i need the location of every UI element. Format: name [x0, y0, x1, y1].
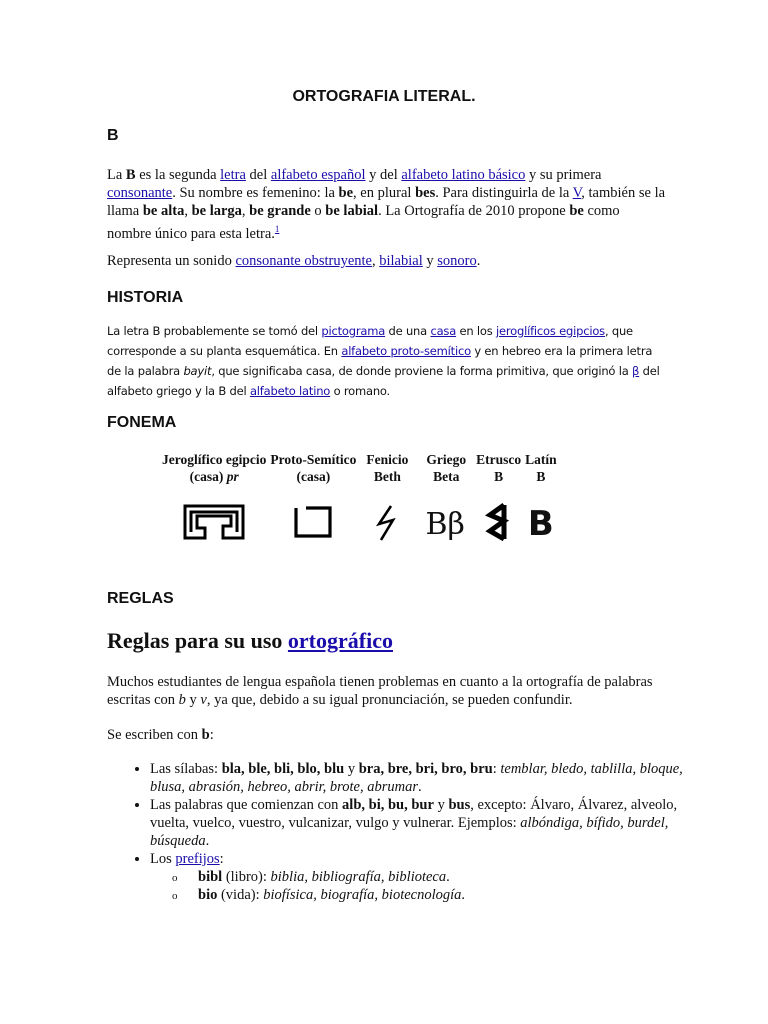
list-item: o bio (vida): biofísica, biografía, biotecnología.	[172, 886, 710, 904]
glyph-cell-etrusco	[474, 485, 523, 563]
historia-heading: HISTORIA	[107, 289, 184, 306]
link-beta[interactable]: β	[632, 364, 640, 378]
footnote-link[interactable]: 1	[274, 224, 280, 234]
glyph-cell-latin: B	[527, 504, 554, 544]
proto-semitic-glyph	[290, 502, 336, 542]
link-alfabeto-latino-basico[interactable]: alfabeto latino básico	[401, 167, 526, 183]
link-ortografico[interactable]: ortográfico	[287, 628, 393, 653]
phoenician-beth-glyph	[373, 502, 401, 542]
col-griego: Griego Beta	[426, 452, 467, 484]
historia-paragraph: La letra B probablemente se tomó del pictograma de una casa en los jeroglíficos egipcios, que corresponde a su planta esquemática. En alfabeto proto-semítico y en hebreo era la primera letra de la palabra bayit, que significaba casa, de donde proviene la forma primitiva, que originó la β del alfabeto griego y la B del alfabeto latino o romano.	[107, 324, 660, 398]
rules-list	[107, 760, 710, 904]
link-casa[interactable]: casa	[430, 324, 457, 338]
page-title: ORTOGRAFIA LITERAL.	[292, 88, 476, 105]
link-jeroglificos-egipcios[interactable]: jeroglíficos egipcios	[496, 324, 605, 338]
glyph-cell-proto-semitico	[268, 485, 358, 563]
glyph-cell-egipcio	[160, 485, 268, 563]
problems-paragraph: Muchos estudiantes de lengua española tienen problemas en cuanto a la ortografía de palabras escritas con b y v, ya que, debido a su igual pronunciación, se pueden confundir.	[107, 674, 653, 708]
list-item: • Los prefijos: o bibl (libro): biblia, bibliografía, biblioteca. o bio (vida): biofísica, biografía, biotecnología.	[150, 850, 710, 904]
link-pictograma[interactable]: pictograma	[321, 324, 386, 338]
link-consonante[interactable]: consonante	[107, 185, 173, 201]
col-etrusco: Etrusco B	[476, 452, 522, 484]
link-consonante-obstruyente[interactable]: consonante obstruyente	[235, 253, 372, 269]
col-latin: Latín B	[525, 452, 557, 484]
fonema-heading: FONEMA	[107, 414, 177, 431]
link-v[interactable]: V	[572, 185, 582, 201]
sound-paragraph: Representa un sonido consonante obstruyente, bilabial y sonoro.	[107, 253, 481, 269]
table-glyph-row	[160, 485, 559, 563]
col-fenicio: Fenicio Beth	[366, 452, 409, 484]
glyph-cell-griego: Ββ	[425, 506, 465, 542]
prefix-sublist	[150, 868, 710, 904]
list-item: • Las palabras que comienzan con alb, bi, bu, bur y bus, excepto: Álvaro, Álvarez, alveolo, vuelta, vuelco, vuestro, vulcanizar, vulgo y vulnerar. Ejemplos: albóndiga, bífido, burdel, búsqueda.	[150, 796, 710, 850]
table-header-row	[160, 451, 559, 485]
link-alfabeto-proto-semitico[interactable]: alfabeto proto-semítico	[341, 344, 471, 358]
reglas-title: Reglas para su uso ortográfico	[107, 628, 393, 653]
glyph-cell-fenicio	[358, 485, 416, 563]
link-prefijos[interactable]: prefijos	[175, 851, 220, 867]
col-egipcio: Jeroglífico egipcio (casa) pr	[162, 452, 267, 484]
reglas-heading: REGLAS	[107, 590, 174, 607]
egyptian-house-glyph	[181, 502, 247, 542]
letter-evolution-table	[160, 451, 559, 563]
link-alfabeto-latino[interactable]: alfabeto latino	[249, 384, 331, 398]
letter-heading: B	[107, 127, 119, 144]
link-sonoro[interactable]: sonoro	[437, 253, 477, 269]
list-item: o bibl (libro): biblia, bibliografía, biblioteca.	[172, 868, 710, 886]
se-escriben-paragraph: Se escriben con b:	[107, 727, 214, 743]
intro-paragraph: La B es la segunda letra del alfabeto español y del alfabeto latino básico y su primera consonante. Su nombre es femenino: la be, en plural bes. Para distinguirla de la V, también se la llama be alta, be larga, be grande o be labial. La Ortografía de 2010 propone be como nombre único para esta letra.$^1$	[107, 167, 666, 242]
link-letra[interactable]: letra	[220, 167, 246, 183]
link-alfabeto-espanol[interactable]: alfabeto español	[270, 167, 366, 183]
etruscan-b-glyph	[484, 501, 514, 543]
col-proto-semitico: Proto-Semítico (casa)	[270, 452, 357, 484]
list-item: • Las sílabas: bla, ble, bli, blo, blu y bra, bre, bri, bro, bru: temblar, bledo, tablilla, bloque, blusa, abrasión, hebreo, abrir, brote, abrumar.	[150, 760, 710, 796]
link-bilabial[interactable]: bilabial	[379, 253, 423, 269]
